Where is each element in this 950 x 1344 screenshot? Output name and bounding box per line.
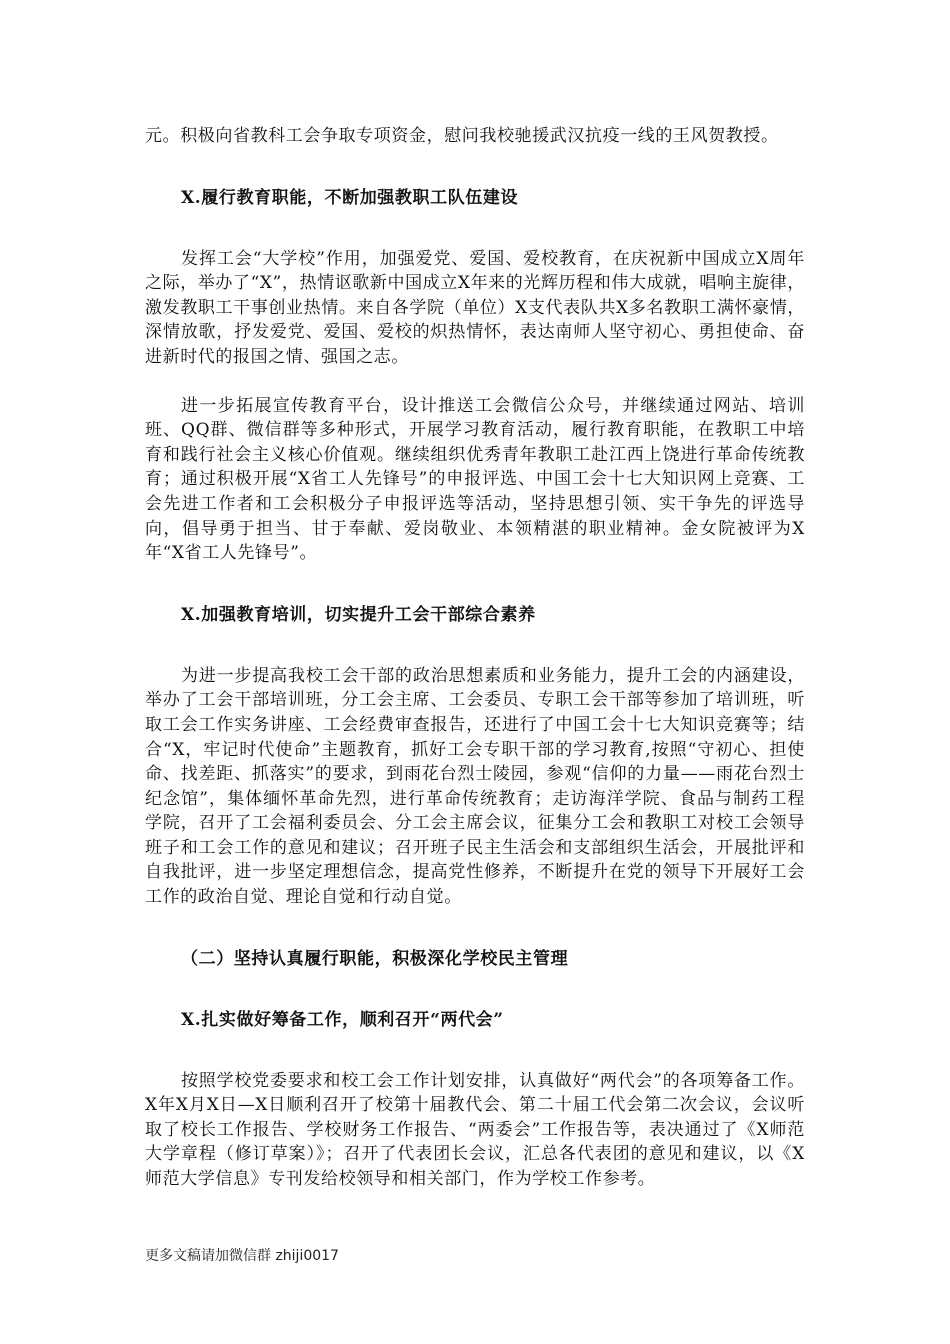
paragraph-cadre-training: 为进一步提高我校工会干部的政治思想素质和业务能力，提升工会的内涵建设，举办了工会干部培训班，分工会主席、工会委员、专职工会干部等参加了培训班，听取工会工作实务讲座、工会经费审查报告，还进行了中国工会十七大知识竞赛等；结合“X，牢记时代使命”主题教育，抓好工会专职干部的学习教育,按照“守初心、担使命、找差距、抓落实”的要求，到雨花台烈士陵园，参观“信仰的力量——雨花台烈士纪念馆”，集体缅怀革命先烈，进行革命传统教育；走访海洋学院、食品与制药工程学院，召开了工会福利委员会、分工会主席会议，征集分工会和教职工对校工会领导班子和工会工作的意见和建议；召开班子民主生活会和支部组织生活会，开展批评和自我批评，进一步坚定理想信念，提高党性修养，不断提升在党的领导下开展好工会工作的政治自觉、理论自觉和行动自觉。	[145, 665, 805, 908]
section-heading-two-congresses: X.扎实做好筹备工作，顺利召开“两代会”	[181, 1009, 504, 1030]
paragraph-two-congresses: 按照学校党委要求和校工会工作计划安排，认真做好“两代会”的各项筹备工作。X年X月X日—X日顺利召开了校第十届教代会、第二十届工代会第二次会议，会议听取了校长工作报告、学校财务工作报告、“两委会”工作报告等，表决通过了《X师范大学章程（修订草案）》；召开了代表团长会议，汇总各代表团的意见和建议，以《X师范大学信息》专刊发给校领导和相关部门，作为学校工作参考。	[145, 1070, 805, 1190]
section-heading-teaching-duty: X.履行教育职能，不断加强教职工队伍建设	[181, 187, 519, 208]
footer-note: 更多文稿请加微信群 zhiji0017	[145, 1248, 339, 1264]
paragraph-patriotic-education: 发挥工会“大学校”作用，加强爱党、爱国、爱校教育，在庆祝新中国成立X周年之际，举办了“X”，热情讴歌新中国成立X年来的光辉历程和伟大成就，唱响主旋律，激发教职工干事创业热情。来自各学院（单位）X支代表队共X多名教职工满怀豪情，深情放歌，抒发爱党、爱国、爱校的炽热情怀，表达南师人坚守初心、勇担使命、奋进新时代的报国之情、强国之志。	[145, 248, 805, 367]
paragraph-continuation: 元。积极向省教科工会争取专项资金，慰问我校驰援武汉抗疫一线的王风贺教授。	[145, 126, 779, 146]
paragraph-publicity-platform: 进一步拓展宣传教育平台，设计推送工会微信公众号，并继续通过网站、培训班、QQ群、微信群等多种形式，开展学习教育活动，履行教育职能，在教职工中培育和践行社会主义核心价值观。继续组织优秀青年教职工赴江西上饶进行革命传统教育；通过积极开展“X省工人先锋号”的申报评选、中国工会十七大知识网上竞赛、工会先进工作者和工会积极分子申报评选等活动，坚持思想引领、实干争先的评选导向，倡导勇于担当、甘于奉献、爱岗敬业、本领精湛的职业精神。金女院被评为X年“X省工人先锋号”。	[145, 395, 805, 564]
document-body	[145, 124, 805, 1192]
section-heading-cadre-training: X.加强教育培训，切实提升工会干部综合素养	[181, 604, 536, 625]
section-heading-democratic-management: （二）坚持认真履行职能，积极深化学校民主管理	[181, 948, 569, 969]
